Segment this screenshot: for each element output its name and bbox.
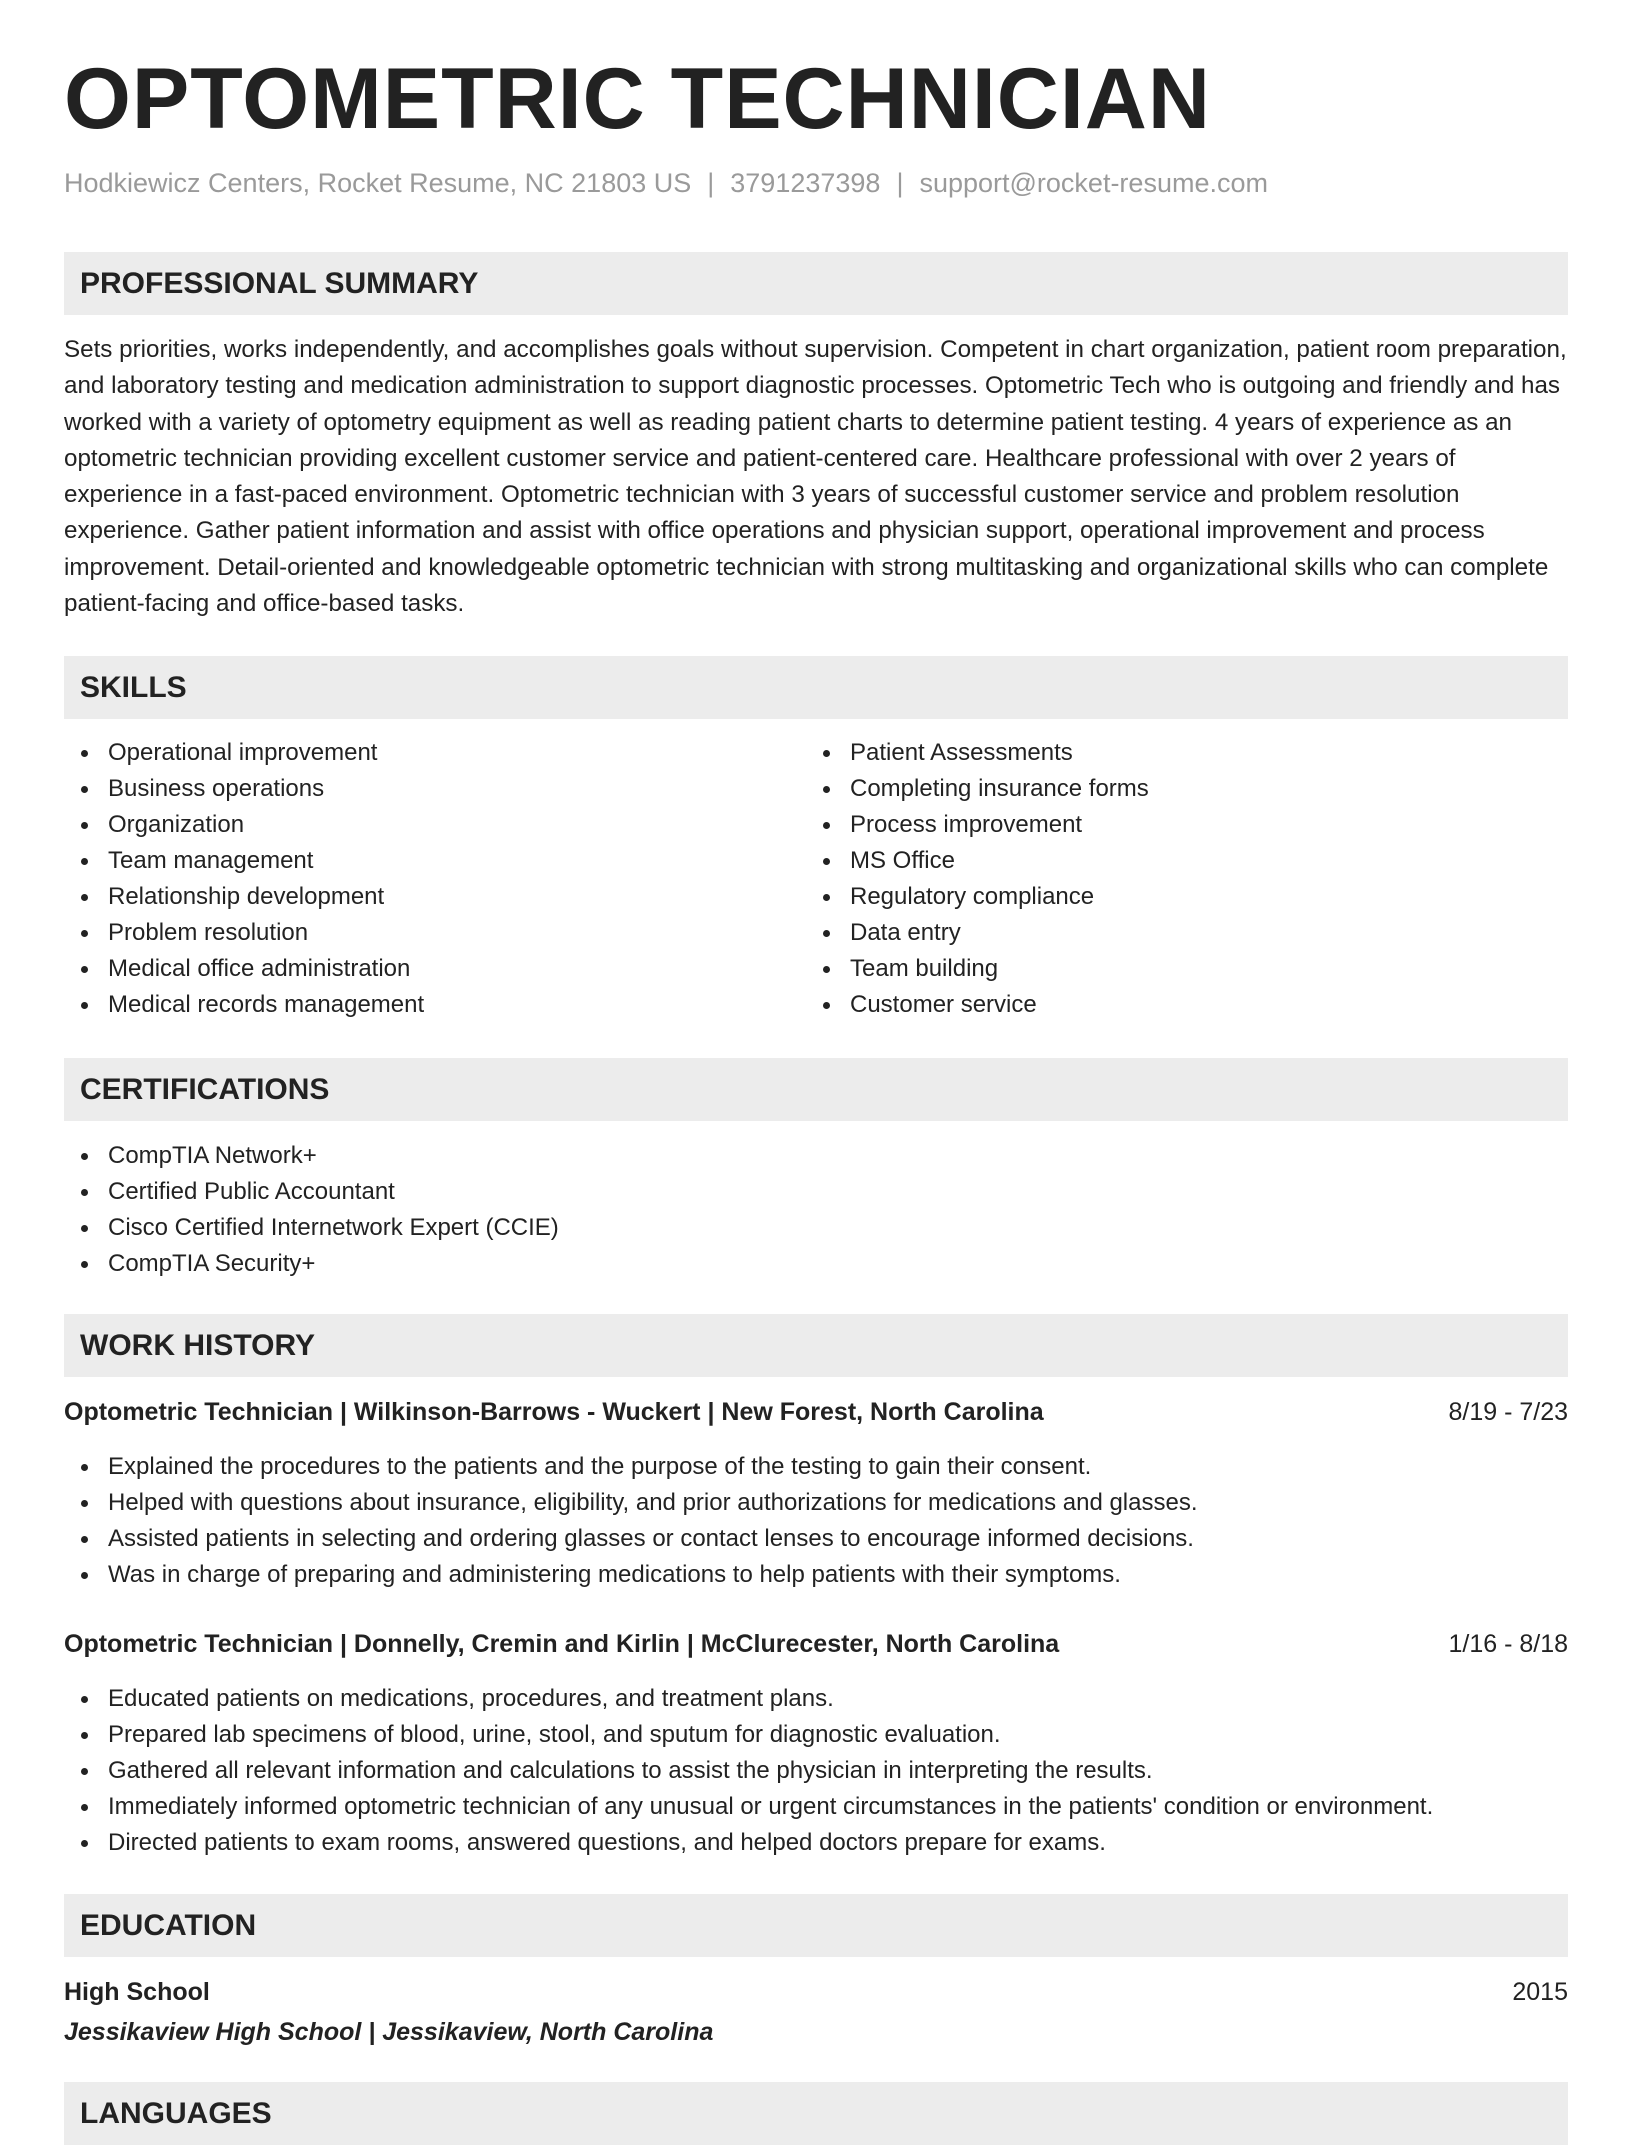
summary-text: Sets priorities, works independently, and accomplishes goals without supervision. Competent in chart organization, patient room preparation, and laboratory testing and medication administration to support diagnostic processes. Optometric Tech who is outgoing and friendly and has worked with a variety of optometry equipment as well as reading patient charts to determine patient testing. 4 years of experience as an optometric technician providing excellent customer service and patient-centered care. Healthcare professional with over 2 years of experience in a fast-paced environment. Optometric technician with 3 years of successful customer service and problem resolution experience. Gather patient information and assist with office operations and physician support, operational improvement and process improvement. Detail-oriented and knowledgeable optometric technician with strong multitasking and organizational skills who can complete patient-facing and office-based tasks. (64, 336, 1567, 618)
skill-item: Medical office administration (64, 951, 424, 987)
section-header-summary (64, 252, 1568, 315)
skill-item: Patient Assessments (806, 735, 1149, 771)
skill-item: Team building (806, 951, 1149, 987)
contact-separator: | (707, 168, 715, 198)
education-school: Jessikaview High School | Jessikaview, North Carolina (64, 2018, 714, 2046)
section-title: SKILLS (80, 671, 187, 704)
skill-item: Relationship development (64, 879, 424, 915)
job-bullet: Helped with questions about insurance, eligibility, and prior authorizations for medications and glasses. (64, 1485, 1198, 1521)
section-header-skills (64, 656, 1568, 719)
skill-item: Operational improvement (64, 735, 424, 771)
skills-list-left (64, 735, 424, 1023)
contact-line (64, 168, 1268, 199)
skill-item: Process improvement (806, 807, 1149, 843)
contact-separator: | (896, 168, 904, 198)
certification-item: Cisco Certified Internetwork Expert (CCIE) (64, 1210, 559, 1246)
section-title: PROFESSIONAL SUMMARY (80, 267, 479, 300)
contact-email: support@rocket-resume.com (919, 168, 1268, 198)
skill-item: Customer service (806, 987, 1149, 1023)
job-bullets (64, 1681, 1433, 1861)
job-bullets (64, 1449, 1198, 1593)
section-title: CERTIFICATIONS (80, 1073, 330, 1106)
job-bullet: Immediately informed optometric technician of any unusual or urgent circumstances in the patients' condition or environment. (64, 1789, 1433, 1825)
job-bullet: Assisted patients in selecting and ordering glasses or contact lenses to encourage informed decisions. (64, 1521, 1198, 1557)
section-header-languages (64, 2082, 1568, 2145)
section-title: LANGUAGES (80, 2097, 272, 2130)
skills-list-right (806, 735, 1149, 1023)
job-dates: 1/16 - 8/18 (1448, 1630, 1568, 1658)
skill-item: Team management (64, 843, 424, 879)
job-dates: 8/19 - 7/23 (1448, 1398, 1568, 1426)
section-header-education (64, 1894, 1568, 1957)
job-bullet: Educated patients on medications, procedures, and treatment plans. (64, 1681, 1433, 1717)
skill-item: Organization (64, 807, 424, 843)
certification-item: CompTIA Network+ (64, 1138, 559, 1174)
section-header-certifications (64, 1058, 1568, 1121)
contact-address: Hodkiewicz Centers, Rocket Resume, NC 21803 US (64, 168, 692, 198)
section-title: WORK HISTORY (80, 1329, 316, 1362)
certification-item: CompTIA Security+ (64, 1246, 559, 1282)
resume-name: OPTOMETRIC TECHNICIAN (64, 51, 1211, 147)
contact-phone: 3791237398 (730, 168, 881, 198)
job-bullet: Explained the procedures to the patients and the purpose of the testing to gain their consent. (64, 1449, 1198, 1485)
education-degree: High School (64, 1978, 210, 2006)
job-title: Optometric Technician | Donnelly, Cremin and Kirlin | McClurecester, North Carolina (64, 1630, 1060, 1658)
section-title: EDUCATION (80, 1909, 257, 1942)
skill-item: MS Office (806, 843, 1149, 879)
job-bullet: Gathered all relevant information and calculations to assist the physician in interpreting the results. (64, 1753, 1433, 1789)
skill-item: Business operations (64, 771, 424, 807)
job-bullet: Directed patients to exam rooms, answered questions, and helped doctors prepare for exams. (64, 1825, 1433, 1861)
skill-item: Completing insurance forms (806, 771, 1149, 807)
certifications-list (64, 1138, 559, 1282)
skill-item: Regulatory compliance (806, 879, 1149, 915)
skill-item: Medical records management (64, 987, 424, 1023)
section-header-work-history (64, 1314, 1568, 1377)
certification-item: Certified Public Accountant (64, 1174, 559, 1210)
job-bullet: Was in charge of preparing and administering medications to help patients with their symptoms. (64, 1557, 1198, 1593)
job-bullet: Prepared lab specimens of blood, urine, stool, and sputum for diagnostic evaluation. (64, 1717, 1433, 1753)
education-year: 2015 (1512, 1978, 1568, 2006)
job-title: Optometric Technician | Wilkinson-Barrows - Wuckert | New Forest, North Carolina (64, 1398, 1044, 1426)
skill-item: Data entry (806, 915, 1149, 951)
skill-item: Problem resolution (64, 915, 424, 951)
